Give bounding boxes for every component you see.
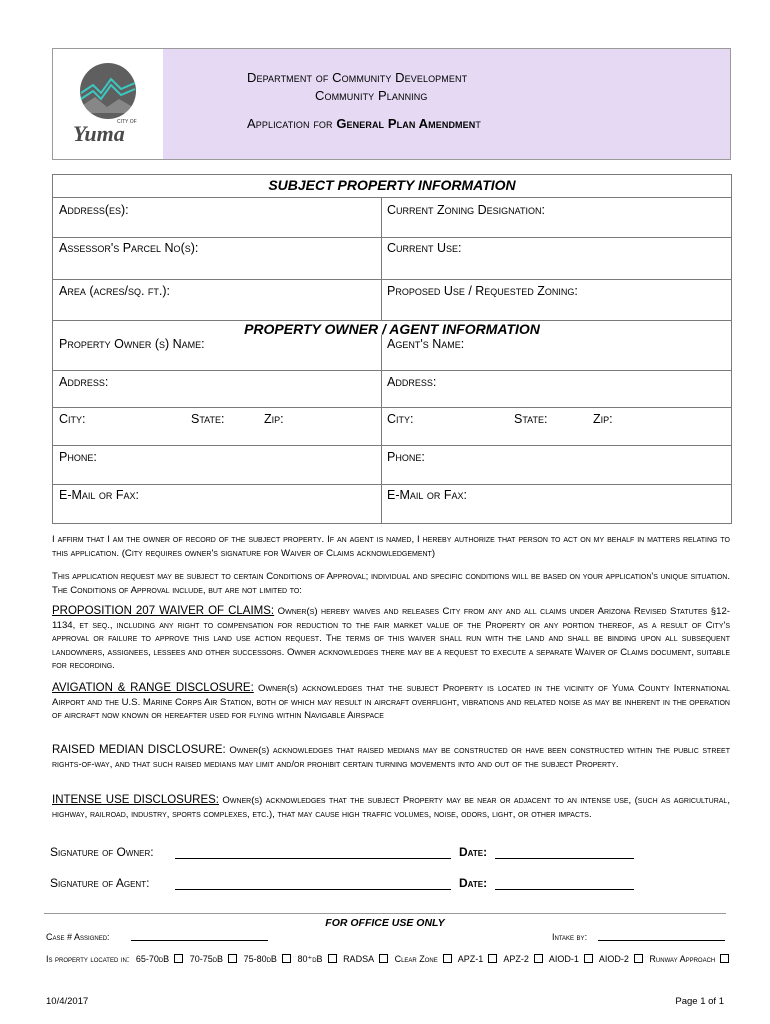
opt-70-75[interactable]: 70-75dB — [190, 954, 237, 964]
agent-signature-line[interactable] — [175, 889, 451, 890]
zoning-field[interactable]: Current Zoning Designation: — [387, 203, 545, 217]
app-prefix: Application for — [247, 116, 337, 131]
subject-property-title: SUBJECT PROPERTY INFORMATION — [268, 177, 516, 193]
opt-80-plus[interactable]: 80⁺dB — [297, 954, 336, 964]
prop207-body: Owner(s) hereby waives and releases City from any and all claims under Arizona Revised Statutes §12-1134, et seq., including any right to compensation for reduction to the fair market value of the Property or any portion thereof, as a result of City's approval or failure to approve this land use action request. The terms of this waiver shall run with the land and shall be binding upon all subsequent landowners, assignees, lessees and other successors. Owner acknowledges there may be a request to execute a separate Waiver of Claims document, suitable for recording. — [52, 606, 730, 671]
avigation-heading: AVIGATION & RANGE DISCLOSURE: — [52, 682, 254, 694]
footer-page: Page 1 of 1 — [675, 996, 724, 1007]
app-suffix: t — [475, 116, 481, 131]
owner-city-field[interactable]: City: — [59, 412, 86, 426]
city-logo — [52, 48, 165, 160]
area-field[interactable]: Area (acres/sq. ft.): — [59, 284, 171, 298]
owner-signature-line[interactable] — [175, 858, 451, 859]
opt-clear-zone[interactable]: Clear Zone — [395, 954, 452, 964]
logo-text: Yuma — [73, 121, 125, 146]
avigation-paragraph — [52, 682, 730, 723]
intense-body: Owner(s) acknowledges that the subject Property may be near or adjacent to an intense use, (such as agricultural, highway, railroad, industry, sports complexes, etc.), that may cause high traffic volumes, noise, odors, light, or other impacts. — [52, 795, 730, 820]
app-title-bold: General Plan Amendmen — [336, 116, 476, 131]
current-use-field[interactable]: Current Use: — [387, 241, 462, 255]
opt-apz-2[interactable]: APZ-2 — [503, 954, 543, 964]
owner-phone-field[interactable]: Phone: — [59, 450, 97, 464]
agent-signature-label: Signature of Agent: — [50, 876, 150, 890]
owner-zip-field[interactable]: Zip: — [264, 412, 284, 426]
agent-zip-field[interactable]: Zip: — [593, 412, 613, 426]
yuma-logo-icon — [53, 49, 164, 159]
opt-65-70[interactable]: 65-70dB — [136, 954, 183, 964]
agent-email-field[interactable]: E-Mail or Fax: — [387, 488, 467, 502]
median-body: Owner(s) acknowledges that raised medians may be constructed or have been constructed within the public street rights-of-way, and that such raised medians may limit and/or prohibit certain turning movements into and out of the subject Property. — [52, 745, 730, 770]
owner-date-line[interactable] — [495, 858, 634, 859]
intake-line[interactable] — [598, 940, 725, 941]
avigation-body: Owner(s) acknowledges that the subject Property is located in the vicinity of Yuma County International Airport and the U.S. Marine Corps Air Station, both of which may result in aircraft overflight, vibrations and related noise as may be inherent in the operation of aircraft now known or hereafter used for flying within Navigable Airspace — [52, 683, 731, 721]
address-field[interactable]: Address(es): — [59, 203, 129, 217]
agent-state-field[interactable]: State: — [514, 412, 548, 426]
logo-small-text: CITY OF — [117, 119, 137, 125]
owner-email-field[interactable]: E-Mail or Fax: — [59, 488, 139, 502]
conditions-paragraph: This application request may be subject to certain Conditions of Approval; individual and specific conditions will be based on your application's unique situation. The Conditions of Approval include, but are not limited to: — [52, 571, 730, 596]
case-label: Case # Assigned: — [46, 932, 110, 942]
prop207-paragraph — [52, 605, 730, 673]
opt-radsa[interactable]: RADSA — [343, 954, 388, 964]
affirm-paragraph: I affirm that I am the owner of record of the subject property. If an agent is named, I hereby authorize that person to act on my behalf in matters relating to this application. (City requires owner's signature for Waiver of Claims acknowledgement) — [52, 534, 730, 559]
opt-aiod-2[interactable]: AIOD-2 — [599, 954, 643, 964]
opt-aiod-1[interactable]: AIOD-1 — [549, 954, 593, 964]
case-line[interactable] — [131, 940, 268, 941]
agent-city-field[interactable]: City: — [387, 412, 414, 426]
application-title — [247, 116, 481, 131]
intense-paragraph — [52, 794, 730, 821]
owner-signature-label: Signature of Owner: — [50, 845, 154, 859]
department-title: Department of Community Development — [247, 70, 468, 85]
footer-date: 10/4/2017 — [46, 996, 89, 1007]
prop207-heading: PROPOSITION 207 WAIVER OF CLAIMS: — [52, 605, 275, 617]
opt-75-80[interactable]: 75-80dB — [244, 954, 291, 964]
median-paragraph — [52, 744, 730, 771]
owner-address-field[interactable]: Address: — [59, 375, 109, 389]
office-use-title: FOR OFFICE USE ONLY — [325, 917, 445, 929]
owner-date-label: Date: — [459, 845, 488, 859]
located-label: Is property located in: — [46, 954, 130, 964]
opt-apz-1[interactable]: APZ-1 — [458, 954, 498, 964]
intense-heading: INTENSE USE DISCLOSURES: — [52, 794, 219, 806]
owner-state-field[interactable]: State: — [191, 412, 225, 426]
agent-date-line[interactable] — [495, 889, 634, 890]
division-title: Community Planning — [315, 88, 428, 103]
owner-name-field[interactable]: Property Owner (s) Name: — [59, 337, 205, 351]
parcel-field[interactable]: Assessor's Parcel No(s): — [59, 241, 199, 255]
proposed-use-field[interactable]: Proposed Use / Requested Zoning: — [387, 284, 578, 298]
header-panel — [163, 48, 731, 160]
owner-agent-title: PROPERTY OWNER / AGENT INFORMATION — [244, 321, 540, 337]
intake-label: Intake by: — [552, 932, 588, 942]
agent-date-label: Date: — [459, 876, 488, 890]
median-heading: RAISED MEDIAN DISCLOSURE: — [52, 744, 226, 756]
agent-name-field[interactable]: Agent's Name: — [387, 337, 465, 351]
opt-runway-approach[interactable]: Runway Approach — [649, 954, 729, 964]
office-separator — [44, 913, 726, 914]
location-checklist — [46, 954, 733, 965]
agent-address-field[interactable]: Address: — [387, 375, 437, 389]
agent-phone-field[interactable]: Phone: — [387, 450, 425, 464]
property-info-table — [52, 174, 732, 524]
